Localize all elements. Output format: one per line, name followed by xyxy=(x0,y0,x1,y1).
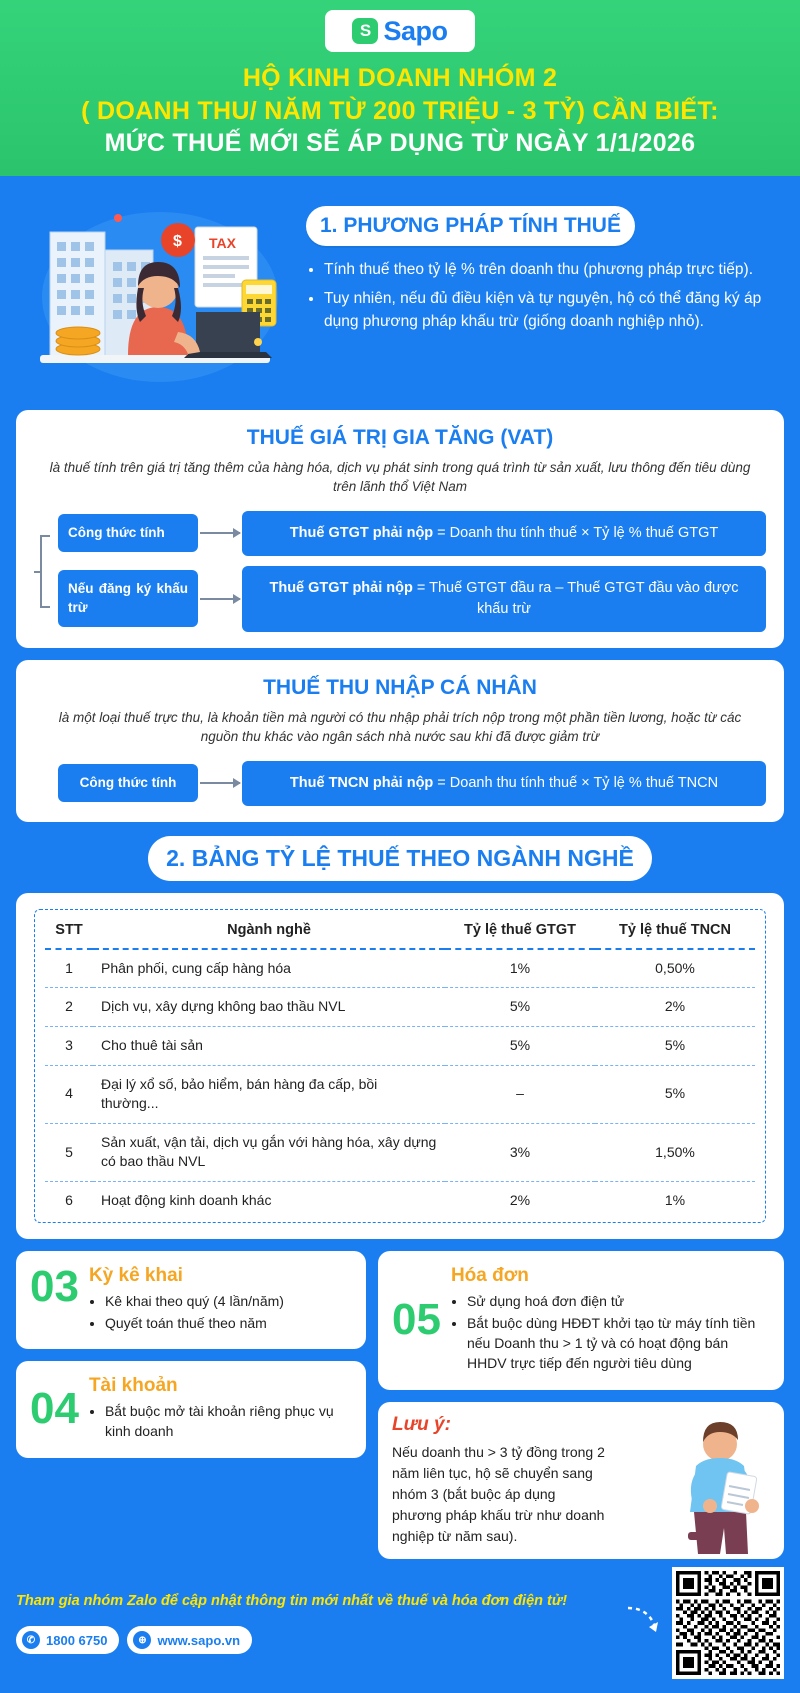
cell-stt: 5 xyxy=(45,1123,93,1181)
list-item: • Sử dụng hoá đơn điện tử xyxy=(467,1291,770,1311)
vat-card xyxy=(16,410,784,648)
header xyxy=(0,0,800,176)
col-header-tncn: Tỷ lệ thuế TNCN xyxy=(595,912,755,949)
vat-title: THUẾ GIÁ TRỊ GIA TĂNG (VAT) xyxy=(246,425,554,449)
footer-cta: Tham gia nhóm Zalo để cập nhật thông tin mới nhất về thuế và hóa đơn điện tử! xyxy=(16,1593,568,1610)
cell-stt: 4 xyxy=(45,1065,93,1123)
cell-industry: Cho thuê tài sản xyxy=(93,1027,445,1066)
cell-gtgt: 1% xyxy=(445,949,595,988)
cell-tncn: 1% xyxy=(664,1191,686,1208)
cell-tncn: 0,50% xyxy=(595,949,755,988)
card-body xyxy=(89,1265,352,1336)
right-column xyxy=(378,1251,784,1559)
card-number: 03 xyxy=(30,1261,79,1311)
cell-stt: 3 xyxy=(45,1027,93,1066)
tncn-row-label: Công thức tính xyxy=(58,764,198,802)
tncn-row-formula xyxy=(242,761,766,806)
section-1-title: 1. PHƯƠNG PHÁP TÍNH THUẾ xyxy=(306,206,635,246)
note-card xyxy=(378,1402,784,1559)
table-header-row xyxy=(45,912,755,949)
tncn-title: THUẾ THU NHẬP CÁ NHÂN xyxy=(263,675,537,699)
card-body xyxy=(89,1375,352,1444)
title-line-1: HỘ KINH DOANH NHÓM 2 xyxy=(242,64,558,92)
vat-row-label: Công thức tính xyxy=(58,514,198,552)
table-row xyxy=(45,1027,755,1066)
card-04-tai-khoan xyxy=(16,1361,366,1458)
arrow-icon xyxy=(200,598,240,600)
vat-row xyxy=(58,511,766,556)
card-03-ky-ke-khai xyxy=(16,1251,366,1350)
table-row xyxy=(45,1181,755,1219)
title-line-3: MỨC THUẾ MỚI SẼ ÁP DỤNG TỪ NGÀY 1/1/2026 xyxy=(104,129,696,157)
vat-flow xyxy=(48,511,766,632)
list-item: • Tính thuế theo tỷ lệ % trên doanh thu (phương pháp trực tiếp). xyxy=(324,258,786,281)
card-number: 04 xyxy=(30,1384,79,1434)
cell-gtgt: 5% xyxy=(445,988,595,1027)
cell-industry: Đại lý xổ số, bảo hiểm, bán hàng đa cấp, bồi thường... xyxy=(93,1065,445,1123)
cell-industry: Phân phối, cung cấp hàng hóa xyxy=(93,949,445,988)
contact-chips xyxy=(16,1626,616,1654)
card-title: Tài khoản xyxy=(88,1375,178,1397)
card-body xyxy=(451,1265,770,1376)
cell-tncn: 5% xyxy=(595,1027,755,1066)
arrow-icon xyxy=(200,782,240,784)
formula-rest: = Thuế GTGT đầu ra – Thuế GTGT đầu vào được khấu trừ xyxy=(412,579,739,617)
cell-gtgt: 2% xyxy=(509,1191,531,1208)
curved-arrow-icon xyxy=(626,1600,662,1645)
tax-rate-table xyxy=(45,912,755,1220)
cell-stt: 2 xyxy=(45,988,93,1027)
formula-bold: Thuế TNCN phải nộp xyxy=(289,774,434,791)
list-item: • Bắt buộc mở tài khoản riêng phục vụ kinh doanh xyxy=(105,1401,352,1442)
cell-industry: Dịch vụ, xây dựng không bao thầu NVL xyxy=(93,988,445,1027)
illustration-man-with-clipboard xyxy=(658,1414,778,1559)
title-line-2: ( DOANH THU/ NĂM TỪ 200 TRIỆU - 3 TỶ) CẦN BIẾT: xyxy=(81,96,719,125)
formula-bold: Thuế GTGT phải nộp xyxy=(289,524,434,541)
globe-icon: ⊕ xyxy=(133,1631,151,1649)
col-header-stt: STT xyxy=(45,912,93,949)
page-title xyxy=(0,62,800,160)
section-1 xyxy=(0,176,800,398)
svg-text:$: $ xyxy=(173,232,182,250)
card-list xyxy=(451,1291,770,1374)
vat-row xyxy=(58,566,766,632)
footer-left xyxy=(16,1591,616,1654)
card-list xyxy=(89,1401,352,1442)
table-row xyxy=(45,1065,755,1123)
logo-mark-icon: S xyxy=(352,18,378,44)
tncn-row xyxy=(58,761,766,806)
tncn-flow xyxy=(48,761,766,806)
note-title: Lưu ý: xyxy=(392,1413,451,1435)
vat-subtitle: là thuế tính trên giá trị tăng thêm của hàng hóa, dịch vụ phát sinh trong quá trình từ sản xuất, lưu thông đến tiêu dùng trên lãnh thổ Việt Nam xyxy=(49,459,751,495)
phone-chip[interactable] xyxy=(16,1626,119,1654)
cell-gtgt: – xyxy=(445,1065,595,1123)
vat-row-formula xyxy=(242,566,766,632)
cell-tncn: 2% xyxy=(595,988,755,1027)
vat-row-formula xyxy=(242,511,766,556)
card-title: Hóa đơn xyxy=(450,1264,529,1286)
tax-rate-table-card xyxy=(16,893,784,1239)
card-number: 05 xyxy=(392,1295,441,1345)
card-list xyxy=(89,1291,352,1334)
phone-icon: ✆ xyxy=(22,1631,40,1649)
flow-bracket xyxy=(34,511,48,632)
list-item: • Tuy nhiên, nếu đủ điều kiện và tự nguyện, hộ có thể đăng ký áp dụng phương pháp khấu trừ (giống doanh nghiệp nhỏ). xyxy=(324,287,786,334)
table-row xyxy=(45,1123,755,1181)
sapo-logo xyxy=(325,10,475,52)
cell-gtgt: 5% xyxy=(445,1027,595,1066)
formula-rest: = Doanh thu tính thuế × Tỷ lệ % thuế GTGT xyxy=(433,524,719,541)
list-item: • Kê khai theo quý (4 lần/năm) xyxy=(105,1291,352,1311)
left-column xyxy=(16,1251,366,1458)
card-05-hoa-don xyxy=(378,1251,784,1390)
cell-tncn: 1,50% xyxy=(595,1123,755,1181)
table-row xyxy=(45,949,755,988)
section-2-title: 2. BẢNG TỶ LỆ THUẾ THEO NGÀNH NGHỀ xyxy=(148,836,652,881)
list-item: • Quyết toán thuế theo năm xyxy=(105,1313,352,1333)
illustration-woman-at-desk xyxy=(10,192,300,392)
svg-text:TAX: TAX xyxy=(209,234,236,251)
phone-number: 1800 6750 xyxy=(46,1632,108,1648)
qr-code[interactable] xyxy=(672,1567,784,1679)
logo-text: Sapo xyxy=(383,15,448,46)
arrow-icon xyxy=(200,532,240,534)
section-1-bullets xyxy=(306,258,786,334)
table-row xyxy=(45,988,755,1027)
cell-industry: Hoạt động kinh doanh khác xyxy=(101,1191,272,1208)
tncn-subtitle: là một loại thuế trực thu, là khoản tiền mà người có thu nhập phải trích nộp trong một phần tiền lương, hoặc từ các nguồn thu khác vào ngân sách nhà nước sau khi đã được giảm trừ xyxy=(58,709,742,745)
note-text: Nếu doanh thu > 3 tỷ đồng trong 2 năm liên tục, hộ sẽ chuyển sang nhóm 3 (bắt buộc áp dụng phương pháp khấu trừ như doanh nghiệp từ năm sau). xyxy=(392,1443,605,1544)
col-header-gtgt: Tỷ lệ thuế GTGT xyxy=(445,912,595,949)
footer xyxy=(0,1559,800,1693)
section-1-content xyxy=(306,192,786,340)
numbered-cards-grid xyxy=(16,1251,784,1559)
col-header-industry: Ngành nghề xyxy=(93,912,445,949)
cell-tncn: 5% xyxy=(595,1065,755,1123)
website-url: www.sapo.vn xyxy=(157,1632,241,1648)
card-title: Kỳ kê khai xyxy=(88,1264,183,1286)
formula-rest: = Doanh thu tính thuế × Tỷ lệ % thuế TNCN xyxy=(433,774,719,791)
formula-bold: Thuế GTGT phải nộp xyxy=(269,579,413,596)
tncn-card xyxy=(16,660,784,822)
website-chip[interactable] xyxy=(127,1626,252,1654)
cell-stt: 1 xyxy=(45,949,93,988)
table-wrapper xyxy=(34,909,766,1223)
vat-row-label: Nếu đăng ký khấu trừ xyxy=(58,570,198,626)
cell-gtgt: 3% xyxy=(445,1123,595,1181)
cell-stt: 6 xyxy=(65,1191,73,1208)
cell-industry: Sản xuất, vận tải, dịch vụ gắn với hàng hóa, xây dựng có bao thầu NVL xyxy=(93,1123,445,1181)
list-item: • Bắt buộc dùng HĐĐT khởi tạo từ máy tính tiền nếu Doanh thu > 1 tỷ và có hoạt động bán HHDV trực tiếp đến người tiêu dùng xyxy=(467,1313,770,1374)
